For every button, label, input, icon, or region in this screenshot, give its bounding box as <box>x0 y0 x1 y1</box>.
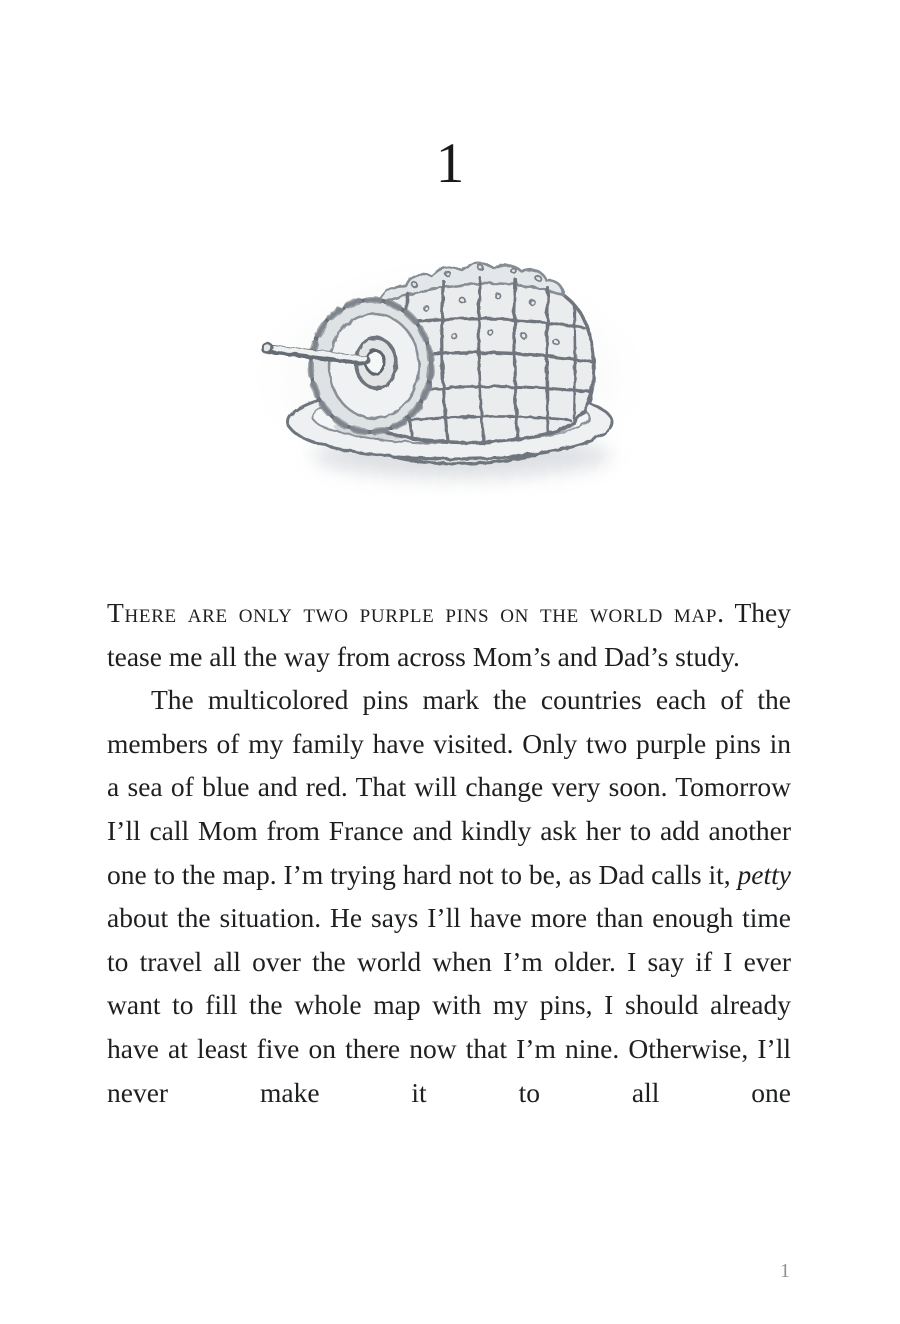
opening-smallcaps-sentence: There are only two purple pins on the world map. <box>107 597 725 628</box>
chapter-number: 1 <box>435 132 465 195</box>
corn-skewer-illustration <box>238 250 662 504</box>
paragraph-two-before-italic: The multicolored pins mark the countries each of the members of my family have visited. Only two purple pins in a sea of blue and red. That will change very soon. Tomorrow I’ll call Mom from France and kindly ask her to add another one to the map. I’m trying hard not to be, as Dad calls it, <box>107 684 791 890</box>
paragraph-opening <box>107 591 791 678</box>
body-text <box>107 591 791 1114</box>
paragraph-two <box>107 678 791 1114</box>
opening-rest: They tease me all the way from across Mom’s and Dad’s study. <box>107 597 792 672</box>
paragraph-two-italic-word: petty <box>737 858 791 890</box>
page-number: 1 <box>780 1260 790 1282</box>
paragraph-two-after-italic: about the situation. He says I’ll have more than enough time to travel all over the world when I’m older. I say if I ever want to fill the whole map with my pins, I should already have at least five on there now that I’m nine. Otherwise, I’ll never make it to all one <box>107 902 791 1108</box>
corn-skewer-sketch-svg <box>238 250 662 504</box>
